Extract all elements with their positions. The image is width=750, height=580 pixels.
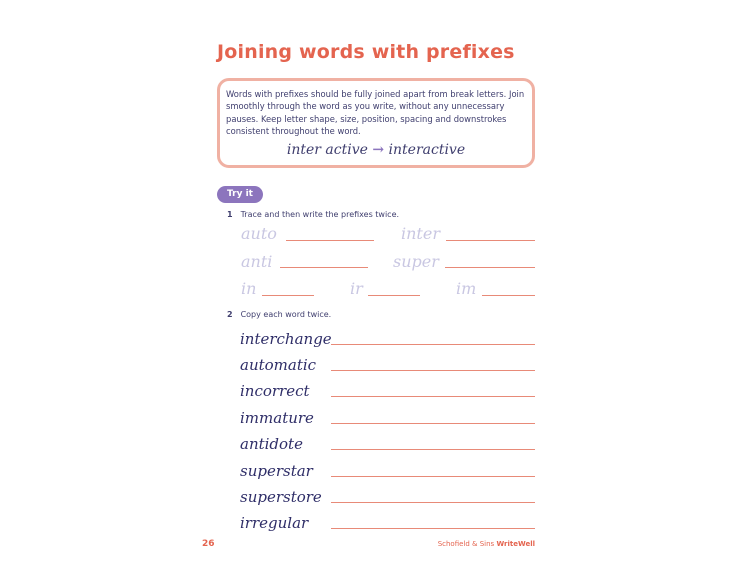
page-title: Joining words with prefixes: [217, 41, 515, 63]
trace-prefix: im: [456, 279, 477, 298]
writing-line[interactable]: [482, 295, 535, 296]
question-text: Copy each word twice.: [240, 310, 332, 319]
copy-word: superstore: [240, 488, 322, 506]
example: [217, 142, 535, 158]
writing-line[interactable]: [331, 476, 535, 477]
writing-line[interactable]: [331, 370, 535, 371]
publisher-name: Schofield & Sins: [437, 540, 497, 548]
writing-line[interactable]: [368, 295, 420, 296]
trace-prefix: inter: [401, 224, 440, 243]
copy-word: superstar: [240, 462, 313, 480]
trace-prefix: anti: [241, 252, 273, 271]
copy-word: incorrect: [240, 382, 310, 400]
trace-prefix: super: [393, 252, 439, 271]
writing-line[interactable]: [280, 267, 368, 268]
example-to: interactive: [388, 142, 466, 158]
writing-line[interactable]: [286, 240, 374, 241]
try-it-badge: Try it: [217, 186, 263, 203]
writing-line[interactable]: [331, 528, 535, 529]
question-2: [227, 310, 331, 319]
writing-line[interactable]: [331, 344, 535, 345]
copy-word: antidote: [240, 435, 303, 453]
question-1: [227, 210, 399, 219]
writing-line[interactable]: [331, 449, 535, 450]
example-from: inter active: [286, 142, 368, 158]
writing-line[interactable]: [331, 423, 535, 424]
copy-word: automatic: [240, 356, 317, 374]
copy-word: interchange: [240, 330, 332, 348]
trace-prefix: auto: [241, 224, 277, 243]
question-text: Trace and then write the prefixes twice.: [240, 210, 400, 219]
trace-prefix: in: [241, 279, 257, 298]
writing-line[interactable]: [446, 240, 535, 241]
writing-line[interactable]: [331, 396, 535, 397]
writing-line[interactable]: [331, 502, 535, 503]
page-number: 26: [202, 539, 215, 549]
question-number: 1: [227, 210, 233, 219]
question-number: 2: [227, 310, 233, 319]
publisher-credit: [420, 540, 535, 548]
copy-word: irregular: [240, 514, 309, 532]
writing-line[interactable]: [262, 295, 314, 296]
trace-prefix: ir: [350, 279, 363, 298]
series-name: WriteWell: [496, 540, 535, 548]
arrow-right-icon: →: [372, 142, 385, 158]
instruction-text: Words with prefixes should be fully joined apart from break letters. Join smoothly through the word as you write, without any unnecessary pauses. Keep letter shape, size, position, spacing and downstrokes consistent throughout the word.: [226, 89, 525, 136]
copy-word: immature: [240, 409, 314, 427]
writing-line[interactable]: [445, 267, 535, 268]
